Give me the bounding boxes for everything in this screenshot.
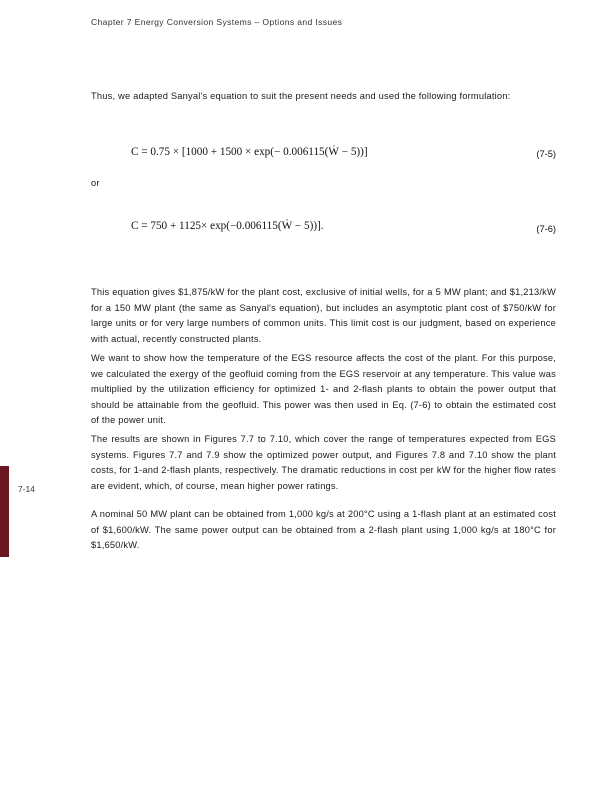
equation-number-7-6: (7-6): [536, 224, 556, 234]
chapter-side-bar: [0, 466, 9, 557]
equation-7-5: [131, 146, 368, 158]
equation-7-6-text: C = 750 + 1125× exp(−0.006115(Ẇ − 5))].: [131, 220, 324, 232]
equation-7-5-text: C = 0.75 × [1000 + 1500 × exp(− 0.006115(Ẇ − 5))]: [131, 146, 368, 158]
paragraph-nominal-plant: A nominal 50 MW plant can be obtained from 1,000 kg/s at 200°C using a 1-flash plant at an estimated cost of $1,600/kW. The same power output can be obtained from a 2-flash plant using 1,000 kg/s at 180°C for $1,650/kW.: [91, 509, 556, 551]
paragraph-temperature-effect: We want to show how the temperature of the EGS resource affects the cost of the plant. For this purpose, we calculated the exergy of the geofluid coming from the EGS reservoir at any temperature. This value was multiplied by the utilization efficiency for optimized 1- and 2-flash plants to obtain the power output that should be attainable from the geofluid. This power was then used in Eq. (7-6) to obtain the estimated cost of the power unit.: [91, 353, 556, 426]
equation-7-6: [131, 220, 324, 232]
paragraph-plant-cost: This equation gives $1,875/kW for the plant cost, exclusive of initial wells, for a 5 MW plant; and $1,213/kW for a 150 MW plant (the same as Sanyal's equation), but includes an asymptotic plant cost of $750/kW for large units or for very large numbers of common units. This limit cost is our judgment, based on experience with actual, recently constructed plants.: [91, 287, 556, 344]
running-header: Chapter 7 Energy Conversion Systems – Options and Issues: [91, 17, 343, 27]
paragraph-results: The results are shown in Figures 7.7 to 7.10, which cover the range of temperatures expected from EGS systems. Figures 7.7 and 7.9 show the optimized power output, and Figures 7.8 and 7.10 show the plant costs, for 1-and 2-flash plants, respectively. The dramatic reductions in cost per kW for the higher flow rates are evident, which, of course, mean higher power ratings.: [91, 434, 556, 491]
or-connector: or: [91, 178, 100, 188]
equation-number-7-5: (7-5): [536, 149, 556, 159]
page-number: 7-14: [18, 484, 35, 494]
intro-paragraph: Thus, we adapted Sanyal's equation to suit the present needs and used the following formulation:: [91, 91, 511, 101]
